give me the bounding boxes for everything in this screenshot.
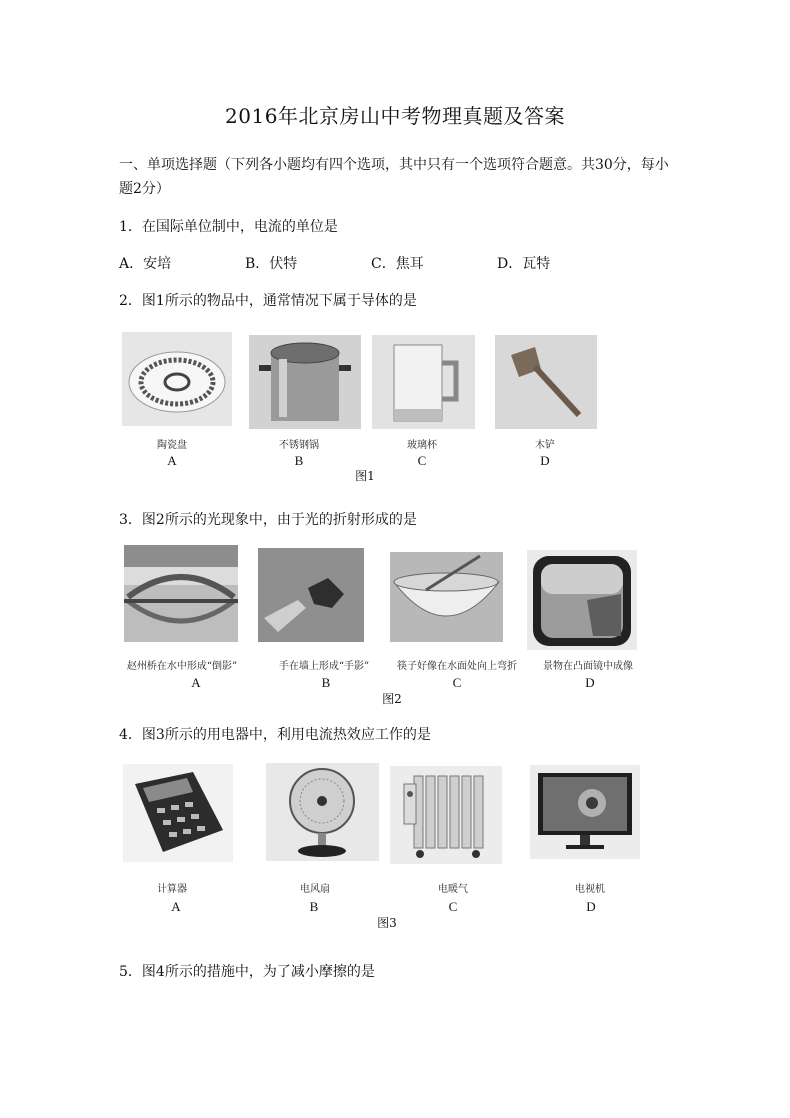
figure-3-caption-b: 电风扇 [300,884,330,895]
electric-fan-image [266,763,379,861]
figure-1-label: 图1 [355,469,375,483]
question-1-stem: 1．在国际单位制中，电流的单位是 [119,219,338,235]
question-1-option-b: B．伏特 [245,256,298,272]
figure-3-letter-a: A [171,899,181,914]
figure-3-letter-b: B [309,899,319,914]
figure-2-letter-b: B [321,675,331,690]
convex-mirror-image [527,550,637,650]
figure-2-letter-a: A [191,675,201,690]
glass-cup-image [372,335,475,429]
figure-2-letter-d: D [585,675,595,690]
question-5-stem: 5．图4所示的措施中，为了减小摩擦的是 [119,964,375,980]
figure-3-caption-a: 计算器 [157,884,187,895]
calculator-image [123,764,233,862]
figure-3-label: 图3 [377,916,397,930]
hand-shadow-image [258,548,364,642]
figure-3-letter-d: D [586,899,596,914]
figure-2-caption-c: 筷子好像在水面处向上弯折 [397,661,517,672]
stainless-pot-image [249,335,361,429]
chopstick-bowl-image [390,552,503,642]
question-4-stem: 4．图3所示的用电器中，利用电流热效应工作的是 [119,727,431,743]
figure-3-letter-c: C [448,899,458,914]
question-3-stem: 3．图2所示的光现象中，由于光的折射形成的是 [119,512,417,528]
figure-1-letter-a: A [167,453,177,468]
question-1-option-c: C．焦耳 [371,256,424,272]
figure-1-caption-a: 陶瓷盘 [157,440,187,451]
figure-1-letter-c: C [417,453,427,468]
figure-3-caption-d: 电视机 [575,884,605,895]
page-title: 2016年北京房山中考物理真题及答案 [225,104,565,128]
section-heading-line2: 题2分） [119,181,170,197]
figure-1-letter-d: D [540,453,550,468]
figure-1-caption-d: 木铲 [535,440,555,451]
television-image [530,765,640,859]
figure-1-caption-c: 玻璃杯 [407,440,437,451]
section-heading-line1: 一、单项选择题（下列各小题均有四个选项，其中只有一个选项符合题意。共30分，每小 [119,157,669,173]
question-2-stem: 2．图1所示的物品中，通常情况下属于导体的是 [119,293,417,309]
figure-2-label: 图2 [382,692,402,706]
wooden-spatula-image [495,335,597,429]
figure-1-caption-b: 不锈钢锅 [279,440,319,451]
figure-2-letter-c: C [452,675,462,690]
figure-2-caption-b: 手在墙上形成“手影” [278,661,370,672]
figure-1-letter-b: B [294,453,304,468]
figure-2-caption-d: 景物在凸面镜中成像 [543,661,633,672]
figure-2-caption-a: 赵州桥在水中形成“倒影” [126,661,238,672]
question-1-option-a: A．安培 [119,256,172,272]
electric-heater-image [390,766,502,864]
ceramic-plate-image [122,332,232,426]
zhaozhou-bridge-image [124,545,238,642]
question-1-option-d: D．瓦特 [497,256,551,272]
figure-3-caption-c: 电暖气 [438,884,468,895]
